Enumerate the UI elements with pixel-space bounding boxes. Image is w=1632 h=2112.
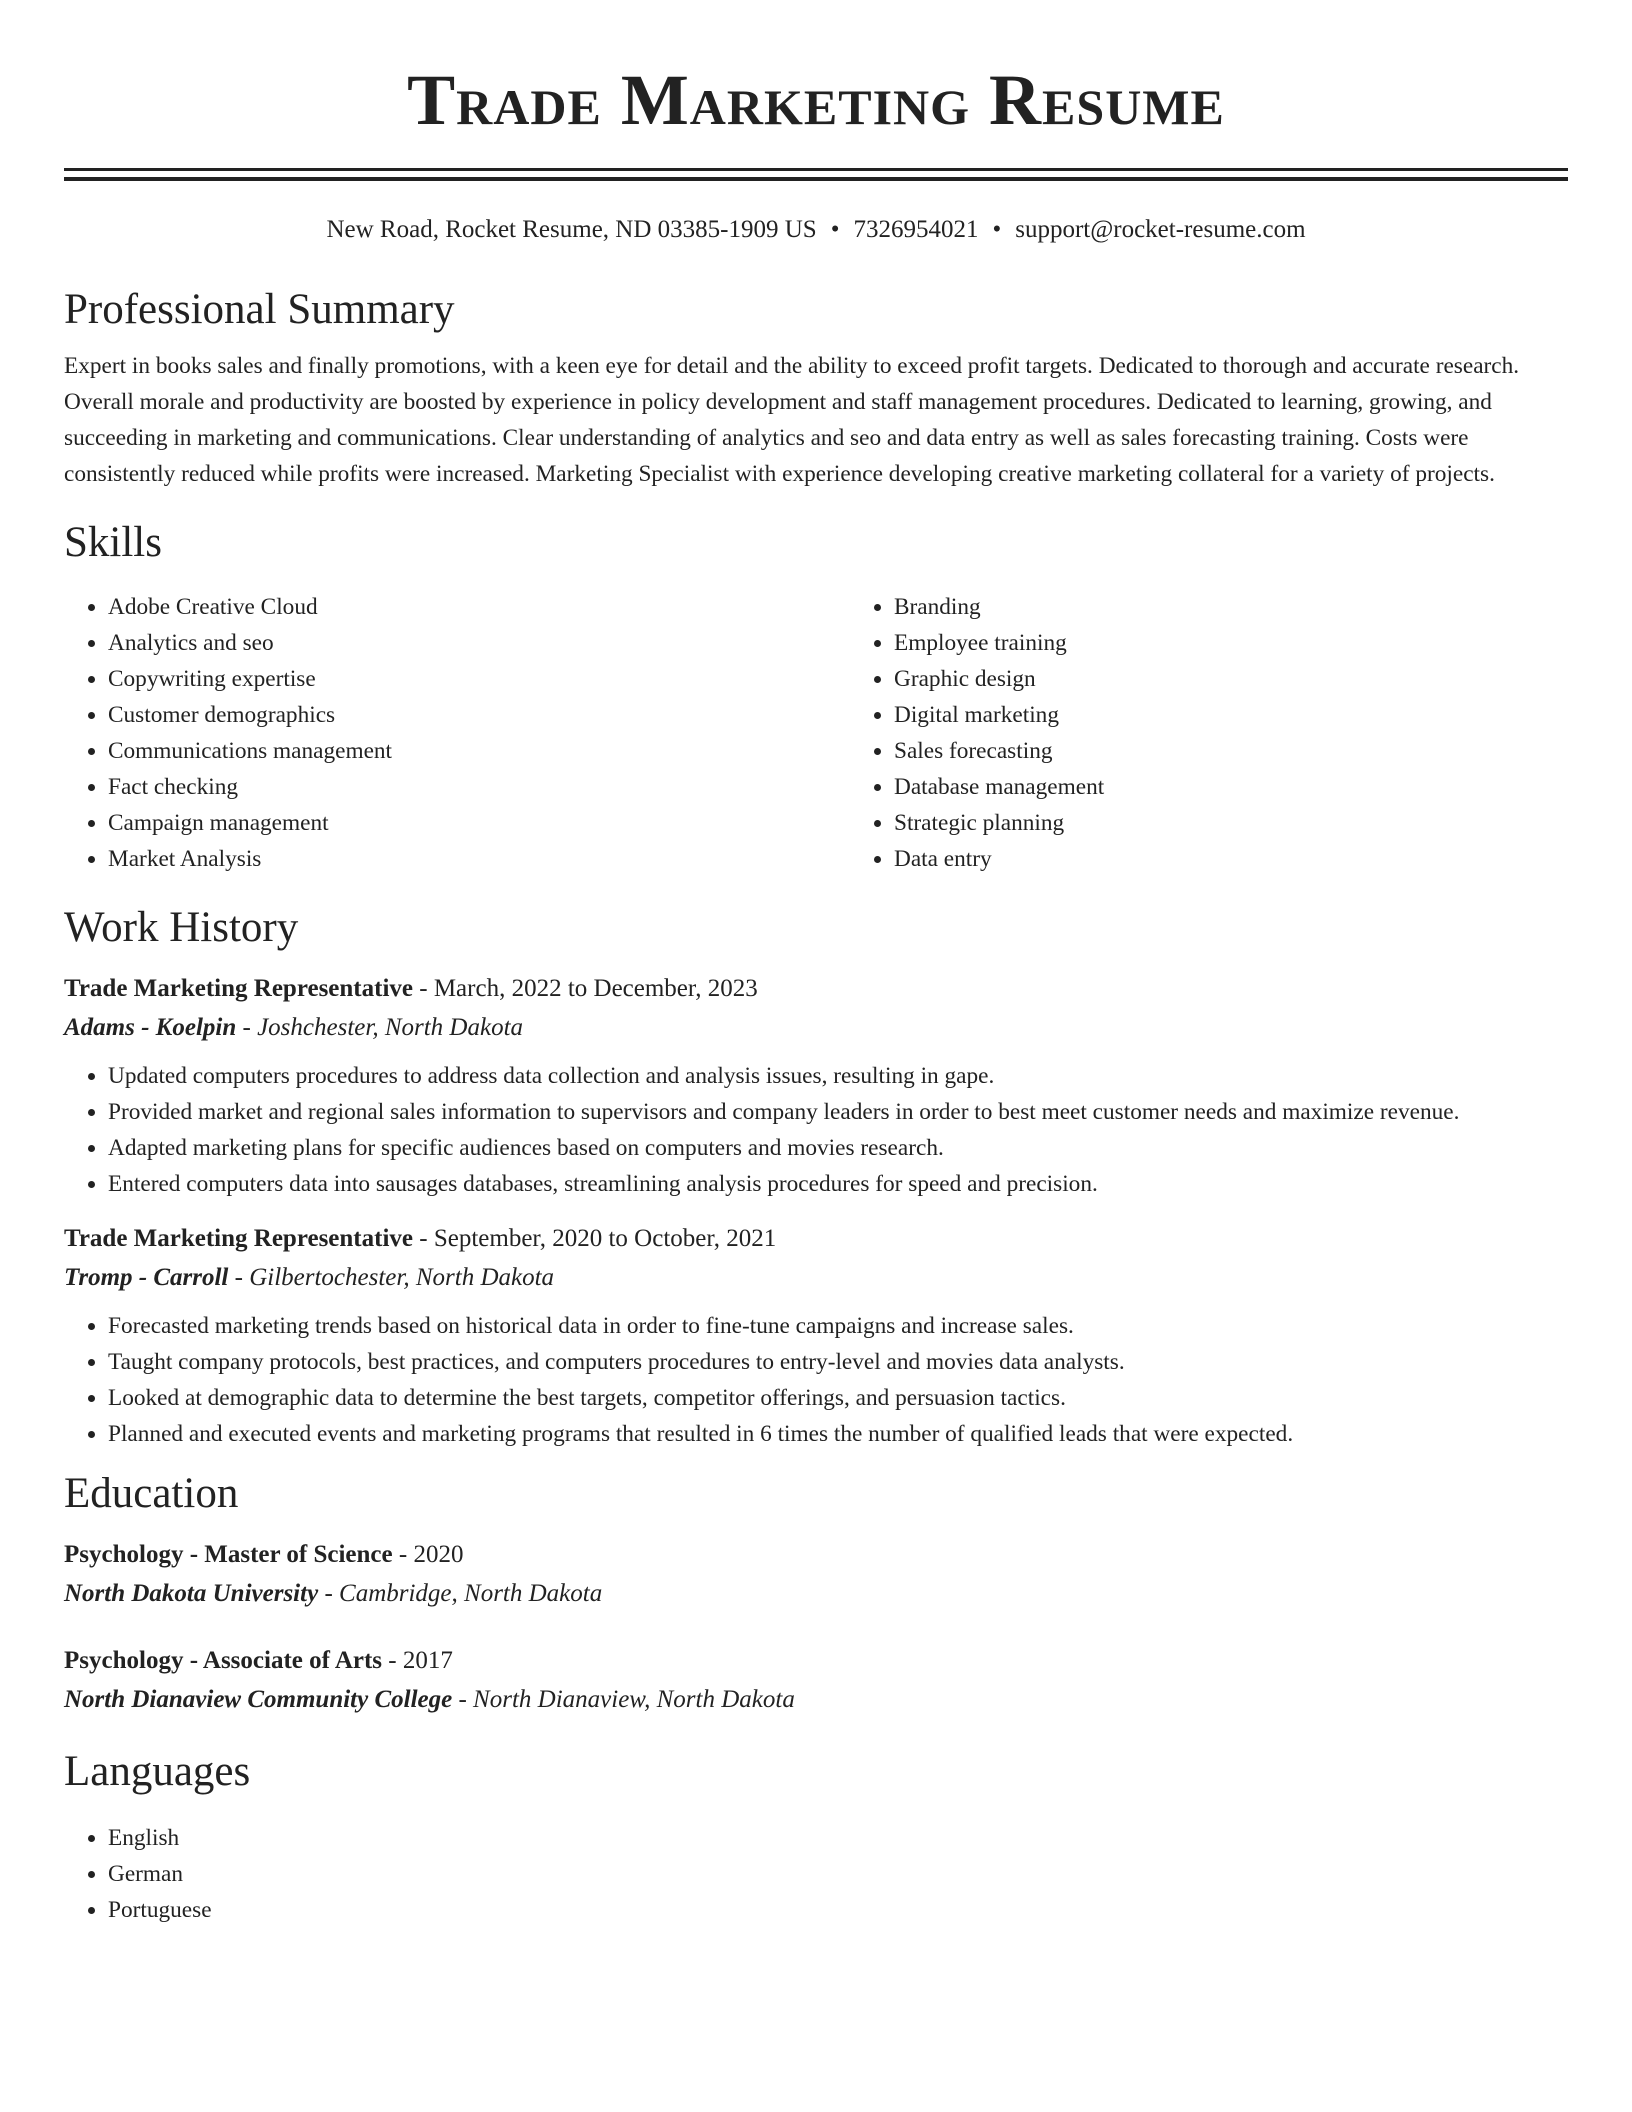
skills-list-left — [64, 589, 850, 877]
contact-line — [64, 215, 1568, 245]
section-heading-skills: Skills — [64, 519, 162, 566]
skills-section — [64, 518, 1568, 877]
contact-address: New Road, Rocket Resume, ND 03385-1909 US — [326, 216, 817, 243]
job-employer — [64, 1258, 1568, 1298]
job-location: - Gilbertochester, North Dakota — [228, 1264, 555, 1291]
skill-item: • Database management — [894, 769, 1632, 805]
language-item: • Portuguese — [108, 1892, 1568, 1928]
job-employer — [64, 1008, 1568, 1048]
contact-separator: • — [992, 216, 1002, 243]
job-bullets — [64, 1308, 1568, 1452]
job-bullet: • Provided market and regional sales information to supervisors and company leaders in order to best meet customer needs and maximize revenue. — [108, 1094, 1568, 1130]
professional-summary-section — [64, 285, 1568, 492]
job-bullet: • Forecasted marketing trends based on historical data in order to fine-tune campaigns and increase sales. — [108, 1308, 1568, 1344]
skill-item: • Analytics and seo — [108, 625, 850, 661]
education-school: North Dakota University — [64, 1580, 319, 1607]
contact-phone: 7326954021 — [853, 216, 979, 243]
skill-item: • Fact checking — [108, 769, 850, 805]
education-header — [64, 1536, 1568, 1574]
skill-item: • Copywriting expertise — [108, 661, 850, 697]
job-header — [64, 970, 1568, 1008]
contact-email: support@rocket-resume.com — [1015, 216, 1306, 243]
education-year: - 2020 — [392, 1541, 464, 1568]
job-bullet: • Taught company protocols, best practices, and computers procedures to entry-level and movies data analysts. — [108, 1344, 1568, 1380]
language-item: • German — [108, 1856, 1568, 1892]
education-entry — [64, 1642, 1568, 1720]
page-title: Trade Marketing Resume — [407, 60, 1225, 140]
skill-item: • Branding — [894, 589, 1632, 625]
education-school-line — [64, 1574, 1568, 1614]
job-title: Trade Marketing Representative — [64, 1225, 413, 1252]
job-bullets — [64, 1058, 1568, 1202]
job-bullet: • Planned and executed events and marketing programs that resulted in 6 times the number of qualified leads that were expected. — [108, 1416, 1568, 1452]
job-location: - Joshchester, North Dakota — [236, 1014, 524, 1041]
education-year: - 2017 — [382, 1647, 453, 1674]
job-bullet: • Adapted marketing plans for specific audiences based on computers and movies research. — [108, 1130, 1568, 1166]
job-title: Trade Marketing Representative — [64, 975, 413, 1002]
education-header — [64, 1642, 1568, 1680]
skills-columns — [64, 589, 1568, 877]
work-history-section — [64, 903, 1568, 1452]
section-heading-work-history: Work History — [64, 904, 299, 951]
education-degree: Psychology - Associate of Arts — [64, 1647, 383, 1674]
languages-section — [64, 1747, 1568, 1928]
contact-separator: • — [830, 216, 840, 243]
education-school: North Dianaview Community College — [64, 1686, 453, 1713]
section-heading-languages: Languages — [64, 1748, 251, 1795]
section-heading-summary: Professional Summary — [64, 286, 455, 333]
job-dates: - September, 2020 to October, 2021 — [413, 1225, 777, 1252]
education-school-line — [64, 1680, 1568, 1720]
job-bullet: • Updated computers procedures to address data collection and analysis issues, resulting in gape. — [108, 1058, 1568, 1094]
education-entry — [64, 1536, 1568, 1614]
education-location: - Cambridge, North Dakota — [318, 1580, 603, 1607]
languages-list — [64, 1820, 1568, 1928]
job-bullet: • Looked at demographic data to determine the best targets, competitor offerings, and persuasion tactics. — [108, 1380, 1568, 1416]
job-header — [64, 1220, 1568, 1258]
skill-item: • Employee training — [894, 625, 1632, 661]
job-entry — [64, 970, 1568, 1202]
job-dates: - March, 2022 to December, 2023 — [413, 975, 758, 1002]
job-bullet: • Entered computers data into sausages databases, streamlining analysis procedures for speed and precision. — [108, 1166, 1568, 1202]
skill-item: • Adobe Creative Cloud — [108, 589, 850, 625]
education-degree: Psychology - Master of Science — [64, 1541, 393, 1568]
job-company: Tromp - Carroll — [64, 1264, 229, 1291]
skill-item: • Digital marketing — [894, 697, 1632, 733]
skills-list-right — [850, 589, 1632, 877]
skill-item: • Graphic design — [894, 661, 1632, 697]
skill-item: • Market Analysis — [108, 841, 850, 877]
language-item: • English — [108, 1820, 1568, 1856]
title-divider-thin — [64, 168, 1568, 171]
job-entry — [64, 1220, 1568, 1452]
skill-item: • Communications management — [108, 733, 850, 769]
education-section — [64, 1469, 1568, 1720]
section-heading-education: Education — [64, 1470, 239, 1517]
job-company: Adams - Koelpin — [64, 1014, 237, 1041]
skill-item: • Sales forecasting — [894, 733, 1632, 769]
skill-item: • Customer demographics — [108, 697, 850, 733]
skill-item: • Strategic planning — [894, 805, 1632, 841]
education-location: - North Dianaview, North Dakota — [452, 1686, 795, 1713]
title-divider-thick — [64, 177, 1568, 181]
skill-item: • Data entry — [894, 841, 1632, 877]
skill-item: • Campaign management — [108, 805, 850, 841]
summary-text: Expert in books sales and finally promotions, with a keen eye for detail and the ability to exceed profit targets. Dedicated to thorough and accurate research. Overall morale and productivity are boosted by experience in policy development and staff management procedures. Dedicated to learning, growing, and succeeding in marketing and communications. Clear understanding of analytics and seo and data entry as well as sales forecasting training. Costs were consistently reduced while profits were increased. Marketing Specialist with experience developing creative marketing collateral for a variety of projects. — [64, 353, 1520, 487]
